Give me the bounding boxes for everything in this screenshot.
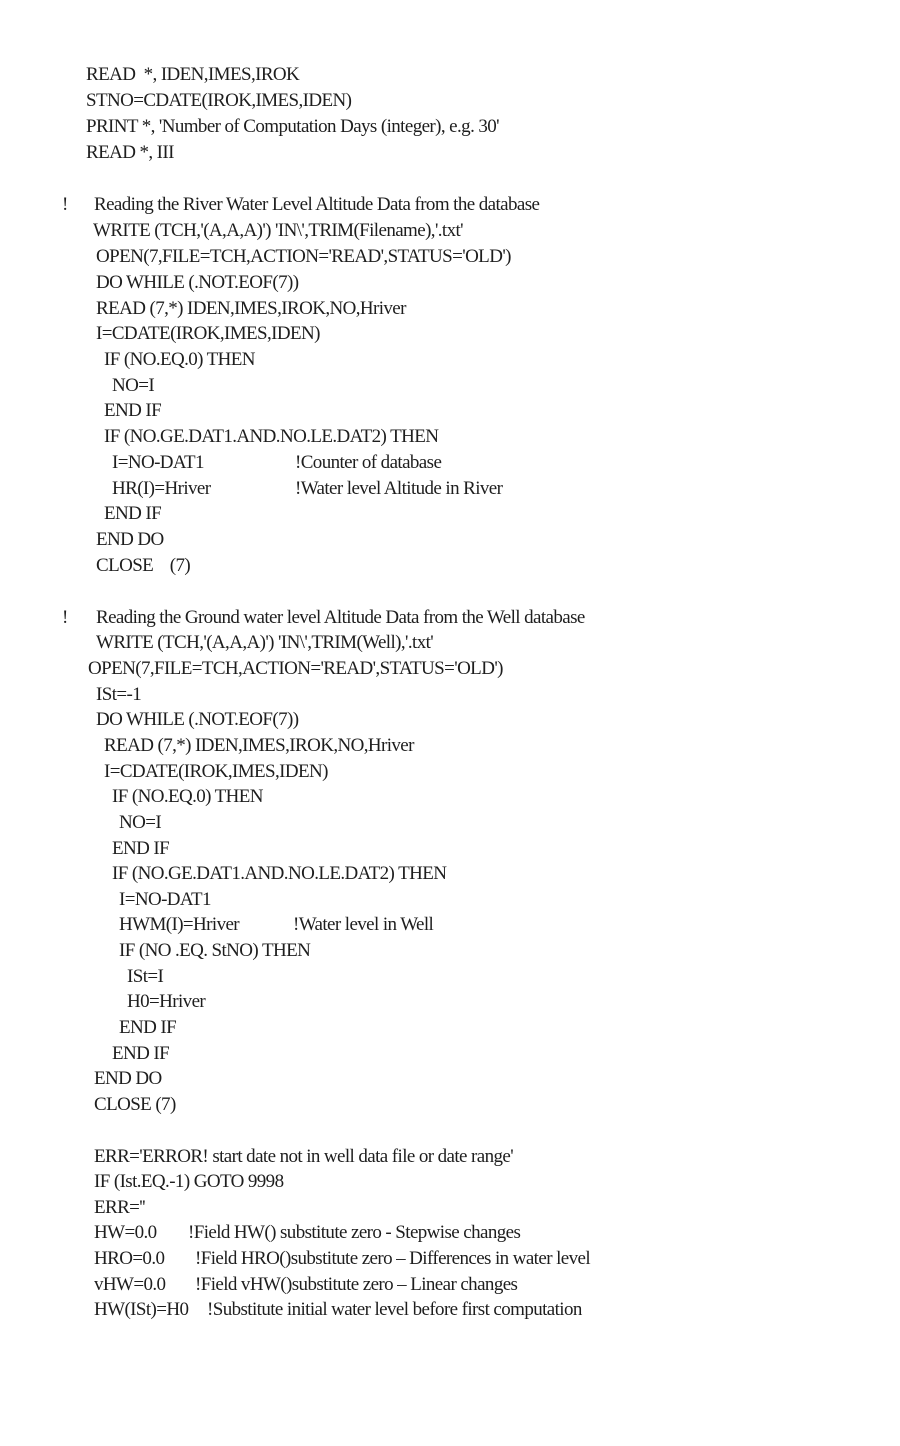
code-line: END IF	[104, 503, 162, 524]
code-line: vHW=0.0	[94, 1274, 166, 1295]
code-line: HW(ISt)=H0	[94, 1299, 189, 1320]
code-line: IF (NO.EQ.0) THEN	[104, 349, 255, 370]
code-line: I=CDATE(IROK,IMES,IDEN)	[104, 761, 328, 782]
code-line: STNO=CDATE(IROK,IMES,IDEN)	[86, 90, 352, 111]
code-line: WRITE (TCH,'(A,A,A)') 'IN\',TRIM(Filename),'.txt'	[93, 220, 463, 241]
inline-comment: !Water level in Well	[293, 914, 434, 935]
code-line: ERR=''	[94, 1197, 145, 1218]
code-line: READ *, III	[86, 142, 174, 163]
code-line: HWM(I)=Hriver	[119, 914, 240, 935]
code-line: IF (NO.GE.DAT1.AND.NO.LE.DAT2) THEN	[104, 426, 439, 447]
comment-line: Reading the River Water Level Altitude Data from the database	[94, 194, 540, 215]
code-line: IF (Ist.EQ.-1) GOTO 9998	[94, 1171, 284, 1192]
inline-comment: !Water level Altitude in River	[295, 478, 503, 499]
code-line: END DO	[94, 1068, 162, 1089]
code-line: READ *, IDEN,IMES,IROK	[86, 64, 300, 85]
code-line: HR(I)=Hriver	[112, 478, 211, 499]
code-line: IF (NO.EQ.0) THEN	[112, 786, 263, 807]
code-line: END DO	[96, 529, 164, 550]
code-line: PRINT *, 'Number of Computation Days (integer), e.g. 30'	[86, 116, 499, 137]
code-line: CLOSE (7)	[94, 1094, 176, 1115]
code-line: OPEN(7,FILE=TCH,ACTION='READ',STATUS='OLD')	[96, 246, 511, 267]
comment-marker: !	[62, 194, 68, 215]
code-line: HW=0.0	[94, 1222, 157, 1243]
comment-marker: !	[62, 607, 68, 628]
code-line: END IF	[119, 1017, 177, 1038]
inline-comment: !Field vHW()substitute zero – Linear changes	[195, 1274, 518, 1295]
code-line: HRO=0.0	[94, 1248, 165, 1269]
code-line: ERR='ERROR! start date not in well data file or date range'	[94, 1146, 514, 1167]
code-line: I=CDATE(IROK,IMES,IDEN)	[96, 323, 320, 344]
code-line: NO=I	[119, 812, 162, 833]
code-line: I=NO-DAT1	[119, 889, 211, 910]
inline-comment: !Substitute initial water level before first computation	[207, 1299, 582, 1320]
code-line: WRITE (TCH,'(A,A,A)') 'IN\',TRIM(Well),'.txt'	[96, 632, 434, 653]
code-line: END IF	[104, 400, 162, 421]
code-line: I=NO-DAT1	[112, 452, 204, 473]
inline-comment: !Counter of database	[295, 452, 442, 473]
code-line: ISt=I	[127, 966, 164, 987]
inline-comment: !Field HW() substitute zero - Stepwise changes	[188, 1222, 521, 1243]
code-line: IF (NO.GE.DAT1.AND.NO.LE.DAT2) THEN	[112, 863, 447, 884]
code-line: END IF	[112, 1043, 170, 1064]
code-line: ISt=-1	[96, 684, 142, 705]
code-line: OPEN(7,FILE=TCH,ACTION='READ',STATUS='OLD')	[88, 658, 503, 679]
code-line: IF (NO .EQ. StNO) THEN	[119, 940, 311, 961]
code-line: CLOSE (7)	[96, 555, 191, 576]
code-line: READ (7,*) IDEN,IMES,IROK,NO,Hriver	[104, 735, 414, 756]
code-line: H0=Hriver	[127, 991, 206, 1012]
comment-line: Reading the Ground water level Altitude Data from the Well database	[96, 607, 585, 628]
inline-comment: !Field HRO()substitute zero – Differences in water level	[195, 1248, 590, 1269]
code-line: END IF	[112, 838, 170, 859]
code-line: READ (7,*) IDEN,IMES,IROK,NO,Hriver	[96, 298, 406, 319]
code-line: DO WHILE (.NOT.EOF(7))	[96, 709, 299, 730]
code-line: DO WHILE (.NOT.EOF(7))	[96, 272, 299, 293]
code-line: NO=I	[112, 375, 155, 396]
